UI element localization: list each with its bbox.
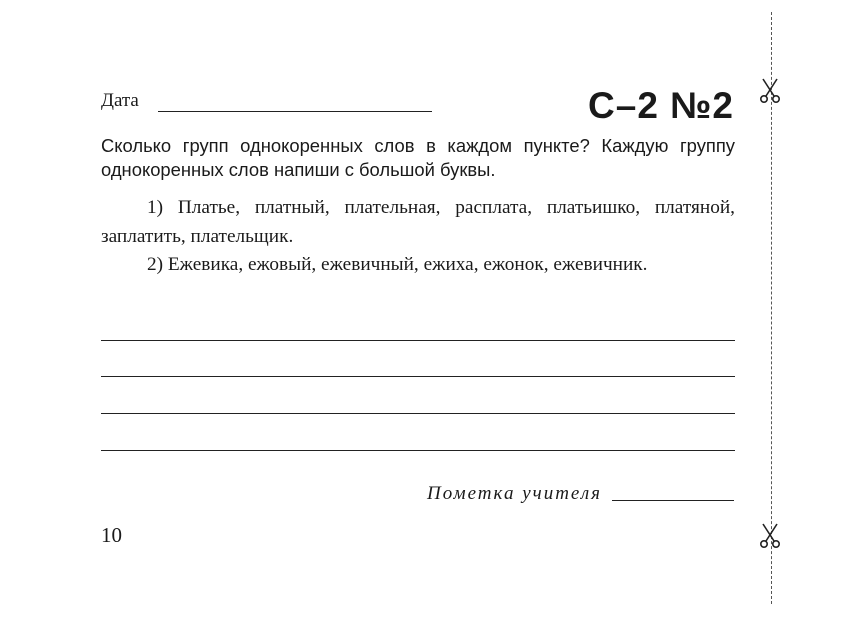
answer-line-1[interactable] <box>101 340 735 341</box>
teacher-note <box>427 481 734 507</box>
task-item-1: 1) Платье, платный, плательная, расплата, платьишко, платяной, заплатить, плательщик. <box>101 197 735 247</box>
page-number: 10 <box>101 523 122 547</box>
date-label: Дата <box>101 90 139 111</box>
scissors-icon <box>755 75 785 105</box>
answer-line-4[interactable] <box>101 450 735 451</box>
answer-line-2[interactable] <box>101 376 735 377</box>
task-instruction: Сколько групп однокоренных слов в каждом пункте? Каждую группу однокоренных слов напиши с большой буквы. <box>101 135 735 180</box>
scissors-icon <box>755 520 785 550</box>
date-fill-line <box>158 111 432 112</box>
answer-line-3[interactable] <box>101 413 735 414</box>
teacher-note-label: Пометка учителя <box>427 483 602 504</box>
task-item-2: 2) Ежевика, ежовый, ежевичный, ежиха, ежонок, ежевичник. <box>147 254 648 275</box>
task-code: С–2 №2 <box>588 85 734 126</box>
teacher-note-line <box>612 500 734 501</box>
